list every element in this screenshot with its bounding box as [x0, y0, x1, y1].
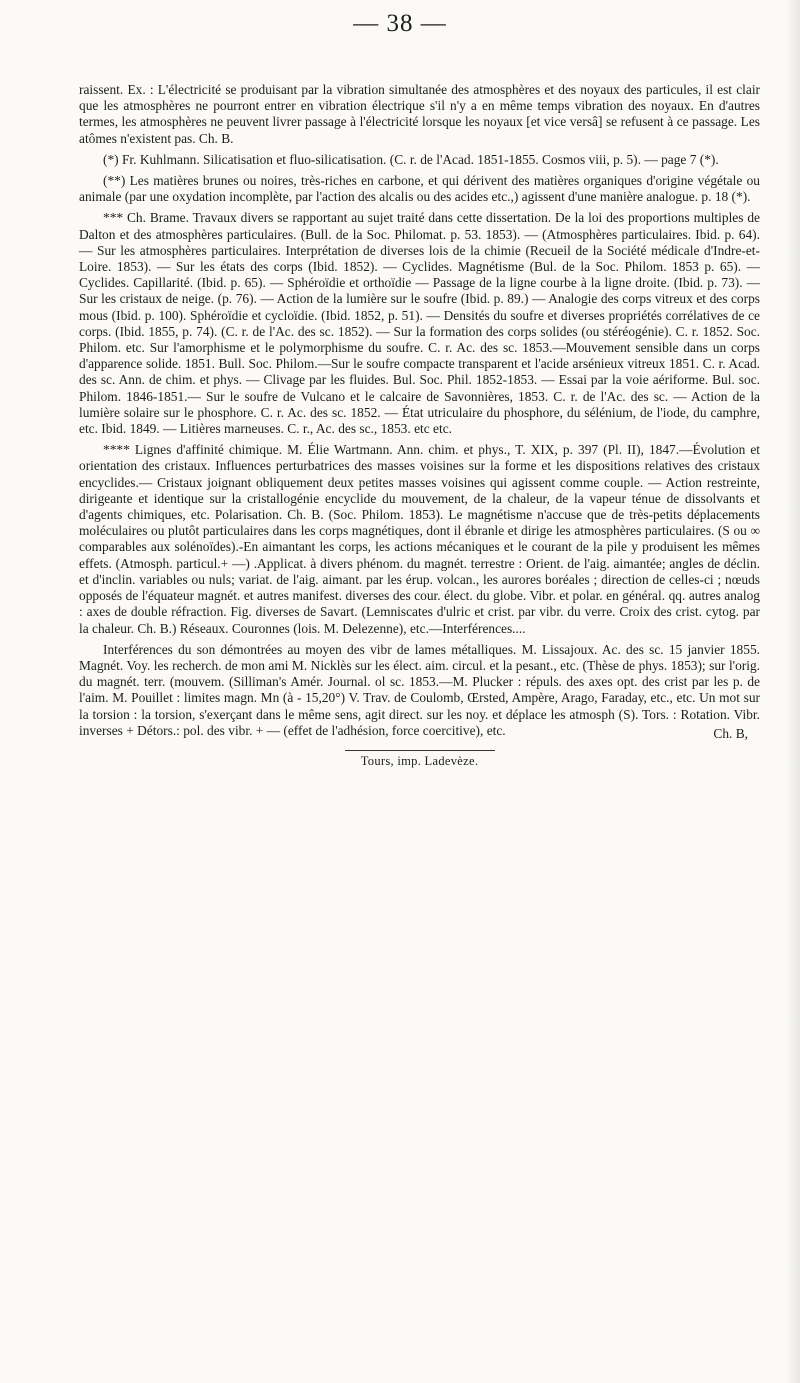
footnote-2: (**) Les matières brunes ou noires, très-riches en carbone, et qui dérivent des matières organiques d'origine végétale ou animale (par une oxydation incomplète, par l'action des alcalis ou des acides etc.,) agissent d'une manière analogue. p. 18 (*).	[79, 173, 760, 205]
footnote-4: **** Lignes d'affinité chimique. M. Élie Wartmann. Ann. chim. et phys., T. XIX, p. 397 (Pl. II), 1847.—Évolution et orientation des cristaux. Influences perturbatrices des masses voisines sur la forme et les dispositions relatives des cristaux encyclides.— Cristaux joignant obliquement deux petites masses voisines qui agissent comme couple. — Action restreinte, dirigeante et identique sur la cristallogénie encyclide du mouvement, de la chaleur, de la vapeur ténue de dissolvants et d'agents chimiques, etc. Polarisation. Ch. B. (Soc. Philom. 1853). Le magnétisme n'accuse que de très-petits déplacements moléculaires ou plutôt particulaires dans les corps magnétiques, dont il ébranle et dirige les atmosphères particulaires. (S ou ∞ comparables aux solénoïdes).-En aimantant les corps, les actions mécaniques et le courant de la pile y produisent les mêmes effets. (Atmosph. particul.+ —) .Applicat. à divers phénom. du magnét. terrestre : Orient. de l'aig. aimantée; angles de déclin. et d'inclin. variables ou nuls; variat. de l'aig. aimant. par les érup. volcan., les aurores boréales ; direction de celles-ci ; nœuds opposés de l'équateur magnét. et autres manifest. diverses des cour. élect. du globe. Vibr. et polar. en général. qq. autres analog : axes de double réfraction. Fig. diverses de Savart. (Lemniscates d'ulric et crist. par vibr. du verre. Croix des crist. cytog. par la chaleur. Ch. B.) Réseaux. Couronnes (lois. M. Delezenne), etc.—Interférences....	[79, 442, 760, 636]
page-number: — 38 —	[353, 10, 447, 37]
printer-imprint: Tours, imp. Ladevèze.	[360, 754, 479, 769]
page-edge-shadow	[786, 0, 800, 1383]
footnote-1: (*) Fr. Kuhlmann. Silicatisation et fluo-silicatisation. (C. r. de l'Acad. 1851-1855. Cosmos viii, p. 5). — page 7 (*).	[103, 151, 719, 167]
closing-paragraph: Interférences du son démontrées au moyen des vibr de lames métalliques. M. Lissajoux. Ac. des sc. 15 janvier 1855. Magnét. Voy. les recherch. de mon ami M. Nicklès sur les élect. aim. circul. et la pesant., etc. (Thèse de phys. 1853); sur l'orig. du magnét. terr. (mouvem. (Silliman's Amér. Journal. ol sc. 1853.—M. Plucker : répuls. des axes opt. des crist par les p. de l'aim. M. Pouillet : limites magn. Mn (à - 15,20°) V. Trav. de Coulomb, Œrsted, Ampère, Arago, Faraday, etc., etc. Un mot sur la torsion : la torsion, s'exerçant dans le même sens, agit direct. sur les noy. et déplace les atmosph (S). Tors. : Rotation. Vibr. inverses + Détors.: pol. des vibr. + — (effet de l'adhésion, force coercitive), etc.	[79, 641, 760, 738]
page-content	[79, 82, 760, 769]
signature: Ch. B,	[713, 725, 748, 741]
divider	[345, 750, 495, 751]
footnote-3: *** Ch. Brame. Travaux divers se rapportant au sujet traité dans cette dissertation. De la loi des proportions multiples de Dalton et des atmosphères particulaires. (Bull. de la Soc. Philomat. p. 53. 1853). — (Atmosphères particulaires. Ibid. p. 64). — Sur les atmosphères particulaires. Interprétation de diverses lois de la chimie (Recueil de la Société médicale d'Indre-et-Loire. 1853). — Sur les états des corps (Ibid. 1852). — Cyclides. Magnétisme (Bul. de la Soc. Philom. 1853 p. 65). — Cyclides. Capillarité. (Ibid. p. 65). — Sphéroïdie et orthoïdie — Passage de la ligne courbe à la ligne droite. (Ibid. p. 73). — Sur les cristaux de neige. (p. 76). — Action de la lumière sur le soufre (Ibid. p. 89.) — Analogie des corps vitreux et des corps mous (Ibid. p. 100). Sphéroïdie et cycloïdie. (Ibid. 1852, p. 51). — Densités du soufre et diverses propriétés corrélatives de ce corps. (Ibid. 1855, p. 74). (C. r. de l'Ac. des sc. 1852). — Sur la formation des corps solides (ou stéréogénie). C. r. 1852. Soc. Philom. etc. Sur l'amorphisme et le polymorphisme du soufre. C. r. Ac. des sc. 1853.—Mouvement sensible dans un corps d'apparence solide. 1851. Bull. Soc. Philom.—Sur le soufre compacte transparent et l'acide arsénieux vitreux 1851. C. r. Acad. des sc. Ann. de chim. et phys. — Clivage par les fluides. Bul. Soc. Phil. 1852-1853. — Essai par la voie aériforme. Bul. soc. Philom. 1846-1851.— Sur le soufre de Vulcano et le calcaire de Savonnières, 1853. C. r. de l'Ac. des sc. — Action de la lumière solaire sur le phosphore. C. r. Ac. des sc. 1852. — État utriculaire du phosphore, du sélénium, de l'iode, du camphre, etc. Ibid. 1849. — Litières marneuses. C. r., Ac. des sc., 1853. etc etc.	[79, 210, 760, 437]
opening-paragraph: raissent. Ex. : L'électricité se produisant par la vibration simultanée des atmosphères et des noyaux des particules, il est clair que les atmosphères ne pourront entrer en vibration électrique s'il n'y a en même temps vibration des noyaux. En d'autres termes, les atmosphères ne peuvent livrer passage à l'électricité lorsque les noyaux [et vice versâ] se refusent à ce passage. Les atômes n'existent pas. Ch. B.	[79, 82, 760, 146]
